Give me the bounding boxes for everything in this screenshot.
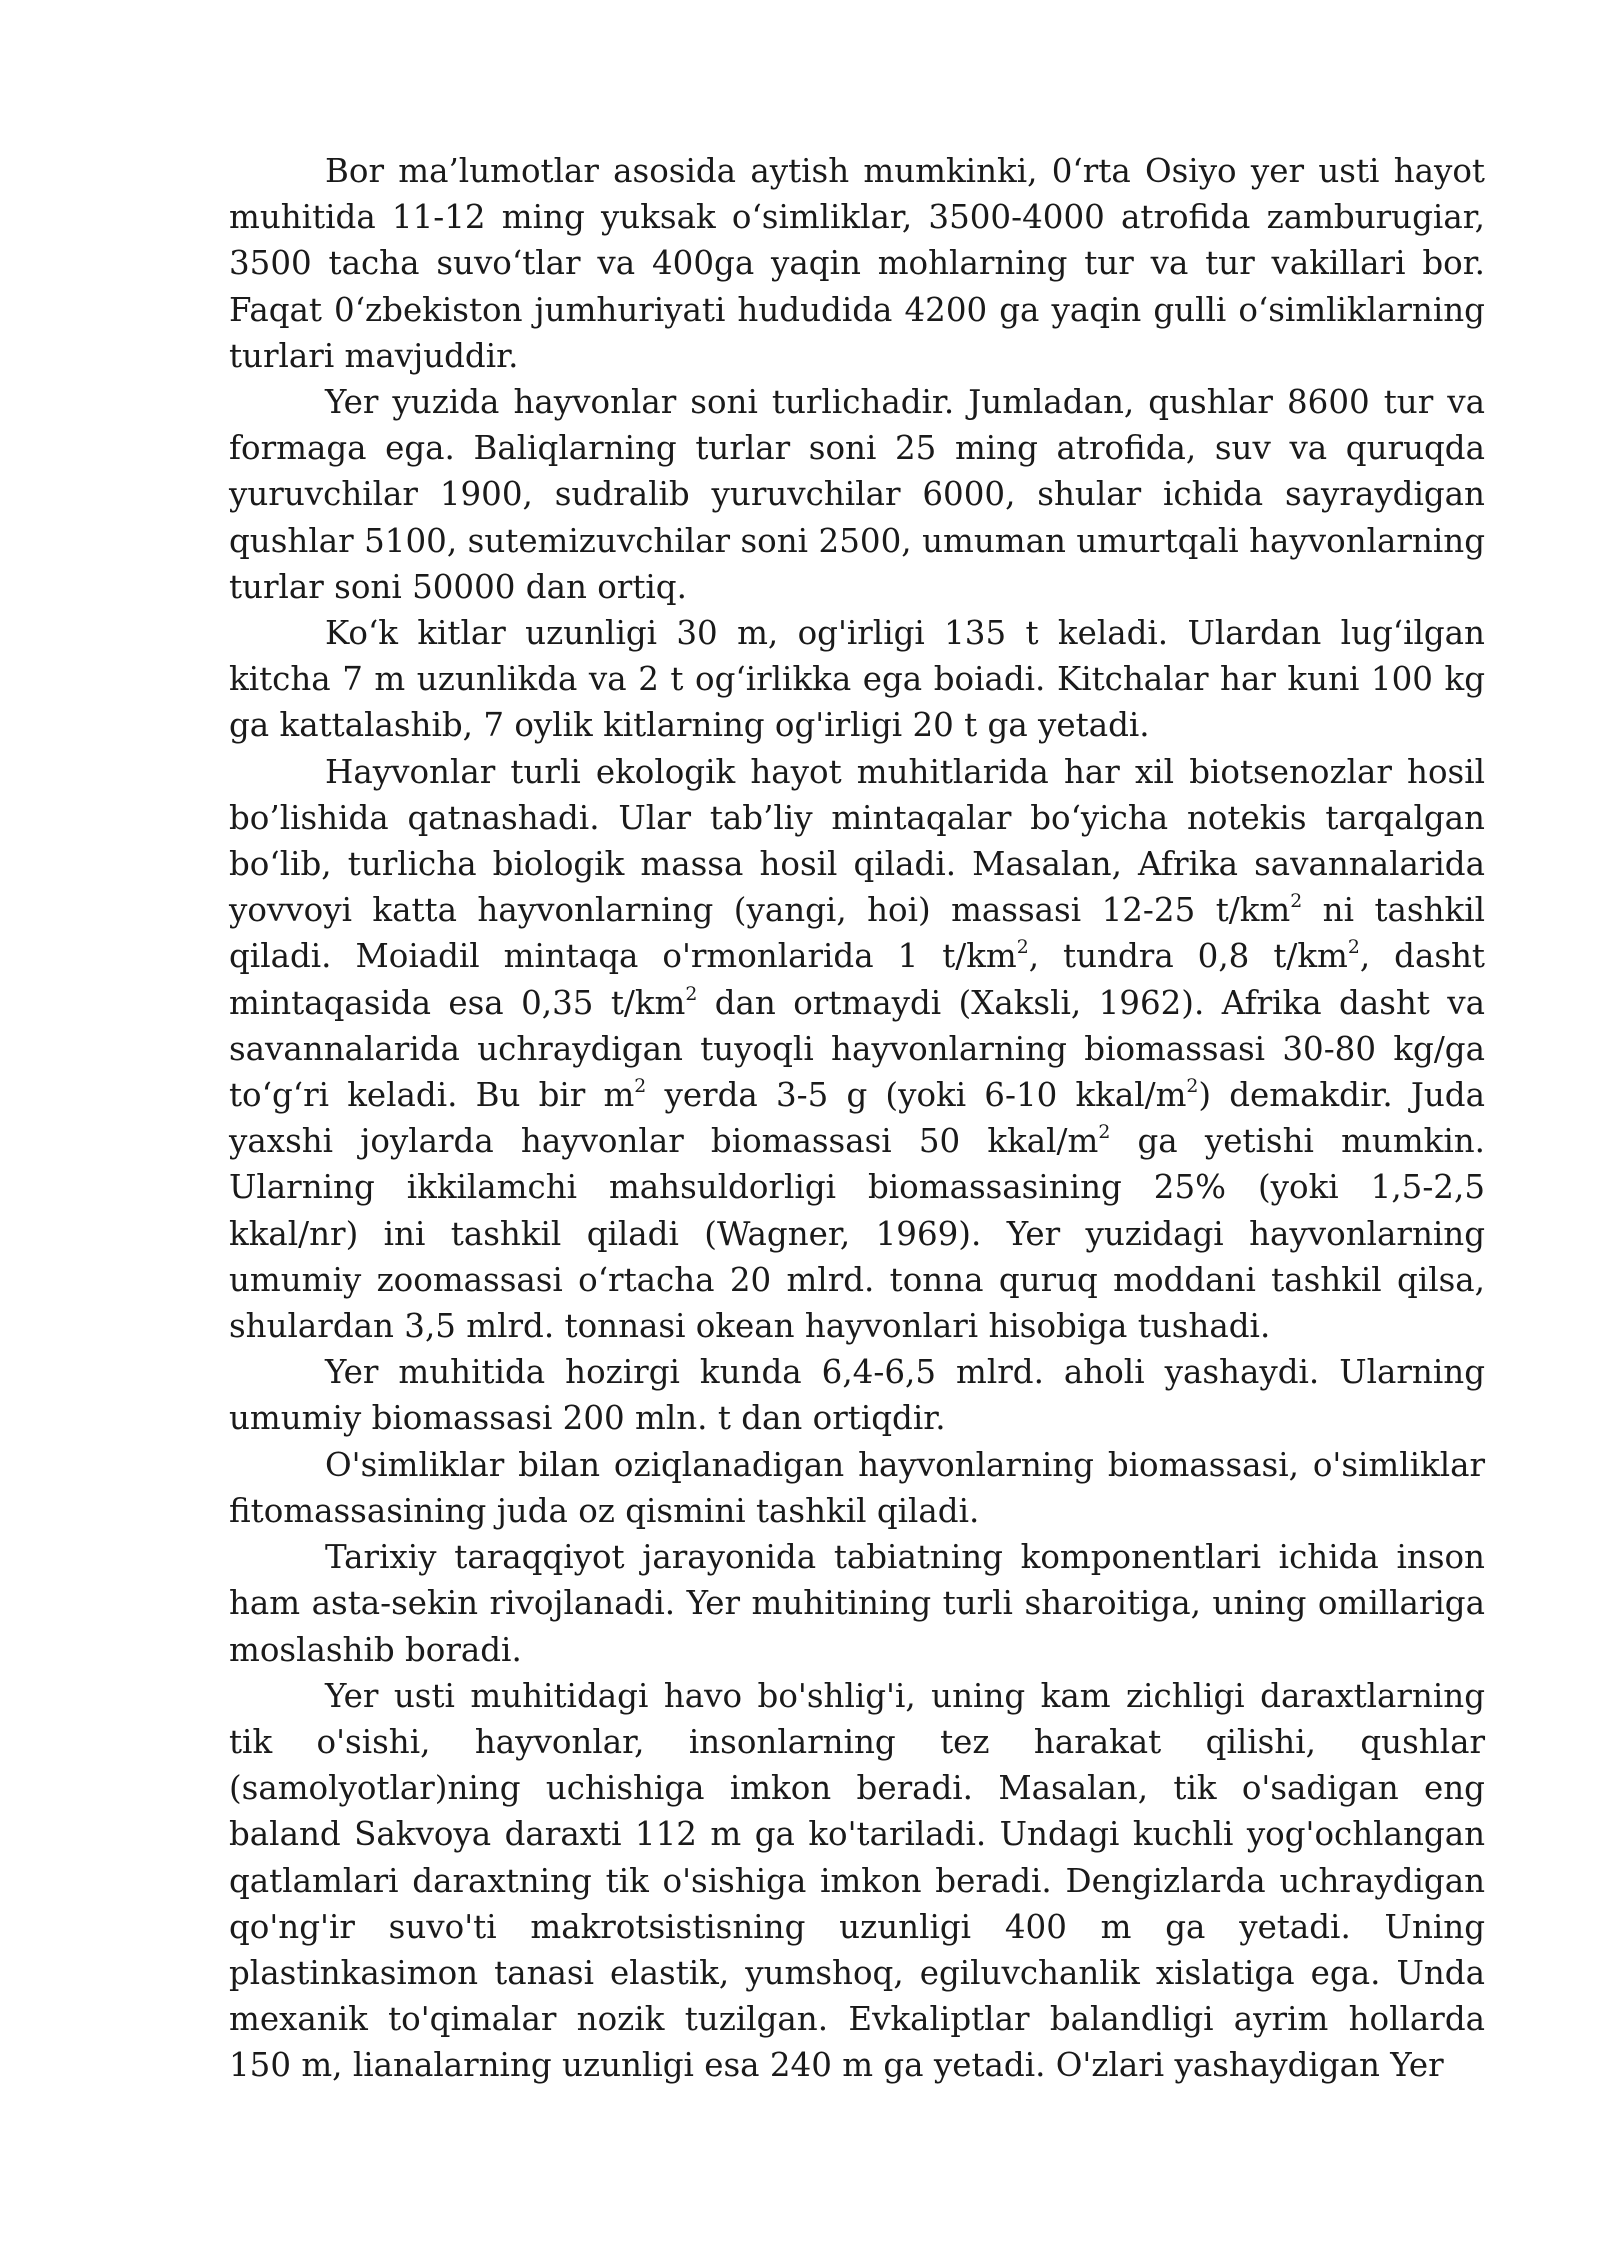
paragraph-text: Ko‘k kitlar uzunligi 30 m, og'irligi 135 t keladi. Ulardan lug‘ilgan kitcha 7 m uzunlikda va 2 t og‘irlikka ega boiadi. Kitchalar har kuni 100 kg ga kattalashib, 7 oylik kitlarning og'irligi 20 t ga yetadi. [229,614,1485,745]
paragraph-blue-whales [229,610,1485,749]
paragraph-text: yerda 3-5 g (yoki 6-10 kkal/m [646,1076,1187,1115]
paragraph-text: Yer usti muhitidagi havo bo'shlig'i, uning kam zichligi daraxtlarning tik o'sishi, hayvonlar, insonlarning tez harakat qilishi, qushlar (samolyotlar)ning uchishiga imkon beradi. Masalan, tik o'sadigan eng baland Sakvoya daraxti 112 m ga ko'tariladi. Undagi kuchli yog'ochlangan qatlamlari daraxtning tik o'sishiga imkon beradi. Dengizlarda uchraydigan qo'ng'ir suvo'ti makrotsistisning uzunligi 400 m ga yetadi. Uning plastinkasimon tanasi elastik, yumshoq, egiluvchanlik xislatiga ega. Unda mexanik to'qimalar nozik tuzilgan. Evkaliptlar balandligi ayrim hollarda 150 m, lianalarning uzunligi esa 240 m ga yetadi. O'zlari yashaydigan Yer [229,1676,1485,2085]
paragraph-herbivore-biomass [229,1442,1485,1534]
superscript: 2 [1098,1122,1111,1144]
paragraph-text: ga yetishi mumkin. Ularning ikkilamchi mahsuldorligi biomassasining 25% (yoki 1,5-2,5 kkal/nr) ini tashkil qiladi (Wagner, 1969). Yer yuzidagi hayvonlarning umumiy zoomassasi o‘rtacha 20 mlrd. tonna quruq moddani tashkil qilsa, shulardan 3,5 mlrd. tonnasi okean hayvonlari hisobiga tushadi. [229,1122,1485,1346]
paragraph-plant-species [229,148,1485,379]
paragraph-text: Tarixiy taraqqiyot jarayonida tabiatning komponentlari ichida inson ham asta-sekin rivojlanadi. Yer muhitining turli sharoitiga, uning omillariga moslashib boradi. [229,1538,1485,1669]
superscript: 2 [1186,1075,1199,1097]
paragraph-animal-species [229,379,1485,610]
paragraph-text: , dasht mintaqasida esa 0,35 t/km [229,937,1485,1022]
paragraph-text: Bor ma’lumotlar asosida aytish mumkinki, 0‘rta Osiyo yer usti hayot muhitida 11-12 ming yuksak o‘simliklar, 3500-4000 atrofida zamburugiar, 3500 tacha suvo‘tlar va 400ga yaqin mohlarning tur va tur vakillari bor. Faqat 0‘zbekiston jumhuriyati hududida 4200 ga yaqin gulli o‘simliklarning turlari mavjuddir. [229,152,1485,375]
paragraph-text: ) demakdir. Juda yaxshi joylarda hayvonlar biomassasi 50 kkal/m [229,1076,1485,1161]
paragraph-text: Yer yuzida hayvonlar soni turlichadir. Jumladan, qushlar 8600 tur va formaga ega. Baliqlarning turlar soni 25 ming atrofida, suv va quruqda yuruvchilar 1900, sudralib yuruvchilar 6000, shular ichida sayraydigan qushlar 5100, sutemizuvchilar soni 2500, umuman umurtqali hayvonlarning turlar soni 50000 dan ortiq. [229,383,1485,606]
paragraph-text: dan ortmaydi (Xaksli, 1962). Afrika dasht va savannalarida uchraydigan tuyoqli hayvonlarning biomassasi 30-80 kg/ga to‘g‘ri keladi. Bu bir m [229,983,1485,1115]
paragraph-text: O'simliklar bilan oziqlanadigan hayvonlarning biomassasi, o'simliklar fitomassasining juda oz qismini tashkil qiladi. [229,1445,1485,1530]
superscript: 2 [1016,937,1029,959]
paragraph-text: , tundra 0,8 t/km [1028,937,1348,976]
superscript: 2 [1290,891,1303,913]
paragraph-text: ni tashkil qiladi. Moiadil mintaqa o'rmonlarida 1 t/km [229,891,1485,976]
superscript: 2 [634,1075,647,1097]
paragraph-human-population [229,1349,1485,1441]
paragraph-biomass [229,749,1485,1350]
paragraph-air-environment [229,1673,1485,2089]
paragraph-text: Hayvonlar turli ekologik hayot muhitlarida har xil biotsenozlar hosil bo’lishida qatnashadi. Ular tab’liy mintaqalar bo‘yicha notekis tarqalgan bo‘lib, turlicha biologik massa hosil qiladi. Masalan, Afrika savannalarida yovvoyi katta hayvonlarning (yangi, hoi) massasi 12-25 t/km [229,752,1485,930]
paragraph-human-development [229,1534,1485,1673]
paragraph-text: Yer muhitida hozirgi kunda 6,4-6,5 mlrd. aholi yashaydi. Ularning umumiy biomassasi 200 mln. t dan ortiqdir. [229,1353,1485,1438]
superscript: 2 [1347,937,1360,959]
document-page [229,148,1485,2089]
superscript: 2 [685,983,698,1005]
